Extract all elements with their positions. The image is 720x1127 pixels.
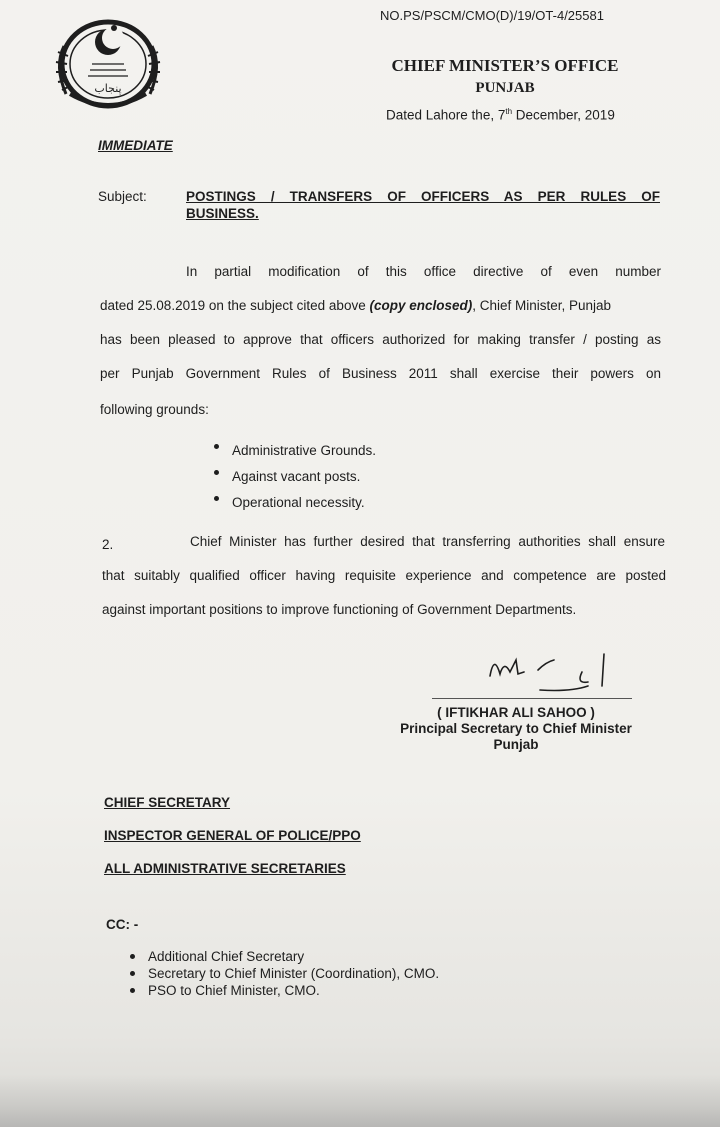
subject-label: Subject: [98,189,147,204]
dated-ordinal: th [505,107,513,116]
dated-line [386,107,615,123]
paragraph1-line-2a: dated 25.08.2019 on the subject cited above [100,298,370,313]
copy-enclosed: (copy enclosed) [369,298,473,313]
addressee-chief-secretary: CHIEF SECRETARY [104,795,231,810]
signatory-designation: Principal Secretary to Chief Minister [400,721,632,736]
subject-line-2: BUSINESS. [186,206,259,221]
addressee-admin-secretaries: ALL ADMINISTRATIVE SECRETARIES [104,861,346,876]
paragraph1-line-3: has been pleased to approve that officers authorized for making transfer / posting as [100,332,661,347]
punjab-government-logo [44,6,172,124]
list-item: Secretary to Chief Minister (Coordination), CMO. [128,965,439,982]
paragraph1-line-1: In partial modification of this office directive of even number [186,264,661,279]
dated-suffix: December, 2019 [512,107,615,123]
list-item: Against vacant posts. [212,464,376,490]
grounds-list [212,438,376,516]
list-item: Operational necessity. [212,490,376,516]
office-title: CHIEF MINISTER’S OFFICE [391,56,619,75]
addressee-igp: INSPECTOR GENERAL OF POLICE/PPO [104,828,361,843]
paragraph2-line-2: that suitably qualified officer having requisite experience and competence are posted [102,568,666,583]
cc-label: CC: - [106,917,139,932]
priority-label: IMMEDIATE [98,138,173,153]
paragraph2-line-1: Chief Minister has further desired that transferring authorities shall ensure [190,534,665,549]
paragraph1-line-4: per Punjab Government Rules of Business 2011 shall exercise their powers on [100,366,661,381]
page-shadow [0,1075,720,1127]
signature-line [432,698,632,699]
cc-list [128,948,439,999]
reference-number: NO.PS/PSCM/CMO(D)/19/OT-4/25581 [380,8,604,23]
dated-prefix: Dated Lahore the, 7 [386,107,506,123]
paragraph2-line-3: against important positions to improve functioning of Government Departments. [102,602,577,617]
paragraph1-line-2 [100,298,611,313]
paragraph2-number: 2. [102,537,114,552]
signatory-block [380,705,652,753]
list-item: PSO to Chief Minister, CMO. [128,982,439,999]
signature [480,646,630,696]
list-item: Additional Chief Secretary [128,948,439,965]
list-item: Administrative Grounds. [212,438,376,464]
subject-line-1: POSTINGS / TRANSFERS OF OFFICERS AS PER RULES OF [186,189,660,204]
paragraph1-line-5: following grounds: [100,402,209,417]
paragraph1-line-2b: , Chief Minister, Punjab [472,298,612,313]
signatory-province: Punjab [493,737,539,752]
logo-script: پنجاب [94,82,122,95]
office-province: PUNJAB [475,80,535,96]
signatory-name: ( IFTIKHAR ALI SAHOO ) [437,705,595,720]
